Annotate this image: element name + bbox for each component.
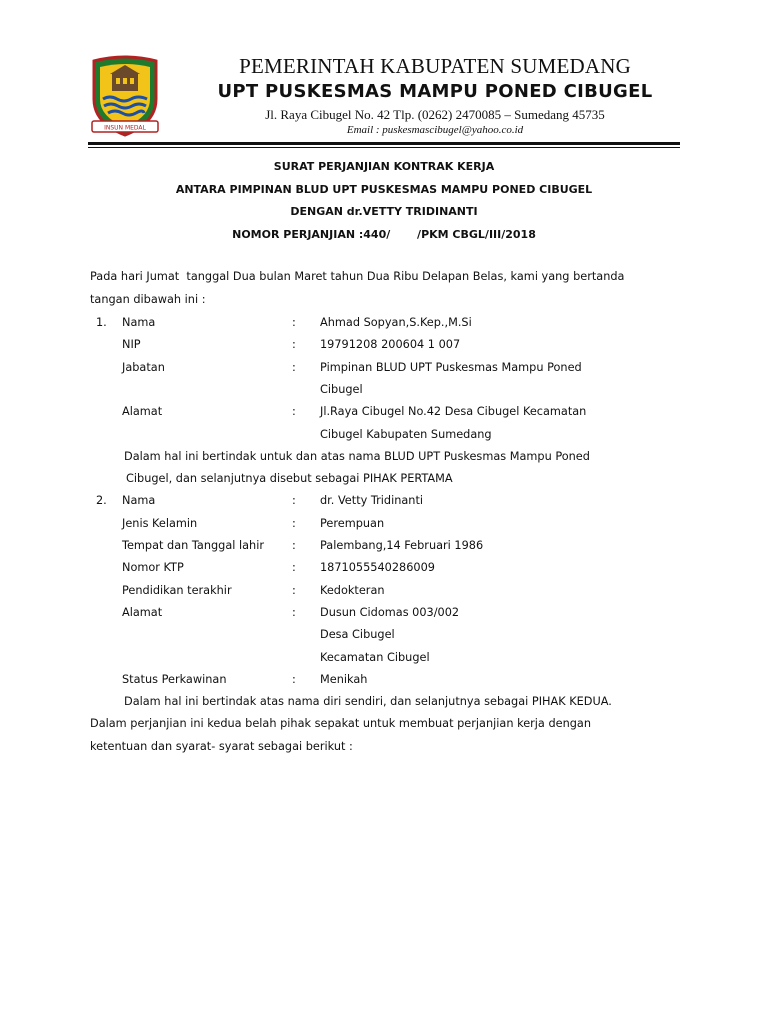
field-label: Nomor KTP bbox=[122, 561, 184, 574]
field-colon: : bbox=[292, 673, 296, 686]
field-colon: : bbox=[292, 561, 296, 574]
field-value: Ahmad Sopyan,S.Kep.,M.Si bbox=[320, 316, 472, 329]
agreement-number: NOMOR PERJANJIAN :440/ /PKM CBGL/III/2018 bbox=[232, 228, 536, 241]
government-name: PEMERINTAH KABUPATEN SUMEDANG bbox=[239, 54, 631, 78]
intro-line: Pada hari Jumat tanggal Dua bulan Maret tahun Dua Ribu Delapan Belas, kami yang bertanda bbox=[90, 270, 625, 283]
field-value: Dusun Cidomas 003/002 bbox=[320, 606, 460, 619]
document-title: SURAT PERJANJIAN KONTRAK KERJA bbox=[273, 160, 495, 173]
organization-email: Email : puskesmascibugel@yahoo.co.id bbox=[346, 124, 524, 136]
field-value-continued: Cibugel Kabupaten Sumedang bbox=[320, 428, 492, 441]
field-label: Nama bbox=[122, 316, 156, 329]
field-value: 19791208 200604 1 007 bbox=[320, 338, 461, 351]
closing-line: ketentuan dan syarat- syarat sebagai berikut : bbox=[90, 740, 353, 753]
field-label: Jenis Kelamin bbox=[122, 517, 198, 530]
document-subtitle-party: DENGAN dr.VETTY TRIDINANTI bbox=[290, 205, 478, 218]
field-value: Palembang,14 Februari 1986 bbox=[320, 539, 484, 552]
field-value: Menikah bbox=[320, 673, 368, 686]
field-value: Perempuan bbox=[320, 517, 385, 530]
organization-name: UPT PUSKESMAS MAMPU PONED CIBUGEL bbox=[217, 81, 653, 102]
field-value: dr. Vetty Tridinanti bbox=[320, 494, 424, 507]
letterhead-divider-thick bbox=[88, 142, 680, 145]
field-value: Kedokteran bbox=[320, 584, 385, 597]
field-label: Alamat bbox=[122, 606, 163, 619]
field-label: Pendidikan terakhir bbox=[122, 584, 232, 597]
crest-motto: INSUN MEDAL bbox=[104, 124, 146, 132]
closing-line: Dalam perjanjian ini kedua belah pihak sepakat untuk membuat perjanjian kerja dengan bbox=[90, 717, 591, 730]
field-value-continued: Desa Cibugel bbox=[320, 628, 395, 641]
party-statement: Dalam hal ini bertindak untuk dan atas nama BLUD UPT Puskesmas Mampu Poned bbox=[124, 450, 590, 463]
party-statement: Dalam hal ini bertindak atas nama diri sendiri, dan selanjutnya sebagai PIHAK KEDUA. bbox=[124, 695, 612, 708]
field-colon: : bbox=[292, 316, 296, 329]
field-value-continued: Kecamatan Cibugel bbox=[320, 651, 430, 664]
field-label: Alamat bbox=[122, 405, 163, 418]
field-colon: : bbox=[292, 338, 296, 351]
document-subtitle: ANTARA PIMPINAN BLUD UPT PUSKESMAS MAMPU PONED CIBUGEL bbox=[175, 183, 593, 196]
field-label: Jabatan bbox=[122, 361, 165, 374]
field-label: NIP bbox=[122, 338, 141, 351]
field-label: Tempat dan Tanggal lahir bbox=[122, 539, 265, 552]
field-value-continued: Cibugel bbox=[320, 383, 363, 396]
field-colon: : bbox=[292, 584, 296, 597]
intro-line: tangan dibawah ini : bbox=[90, 293, 206, 306]
organization-address: Jl. Raya Cibugel No. 42 Tlp. (0262) 2470085 – Sumedang 45735 bbox=[265, 107, 605, 122]
field-value: Jl.Raya Cibugel No.42 Desa Cibugel Kecamatan bbox=[320, 405, 587, 418]
party-statement: Cibugel, dan selanjutnya disebut sebagai PIHAK PERTAMA bbox=[126, 472, 453, 485]
field-colon: : bbox=[292, 517, 296, 530]
regency-crest-icon bbox=[90, 55, 160, 139]
field-colon: : bbox=[292, 494, 296, 507]
party-number: 2. bbox=[96, 494, 107, 507]
field-value: 1871055540286009 bbox=[320, 561, 435, 574]
field-label: Status Perkawinan bbox=[122, 673, 227, 686]
field-label: Nama bbox=[122, 494, 156, 507]
field-colon: : bbox=[292, 606, 296, 619]
party-number: 1. bbox=[96, 316, 107, 329]
field-value: Pimpinan BLUD UPT Puskesmas Mampu Poned bbox=[320, 361, 582, 374]
letterhead-divider-thin bbox=[88, 147, 680, 148]
field-colon: : bbox=[292, 539, 296, 552]
field-colon: : bbox=[292, 405, 296, 418]
field-colon: : bbox=[292, 361, 296, 374]
